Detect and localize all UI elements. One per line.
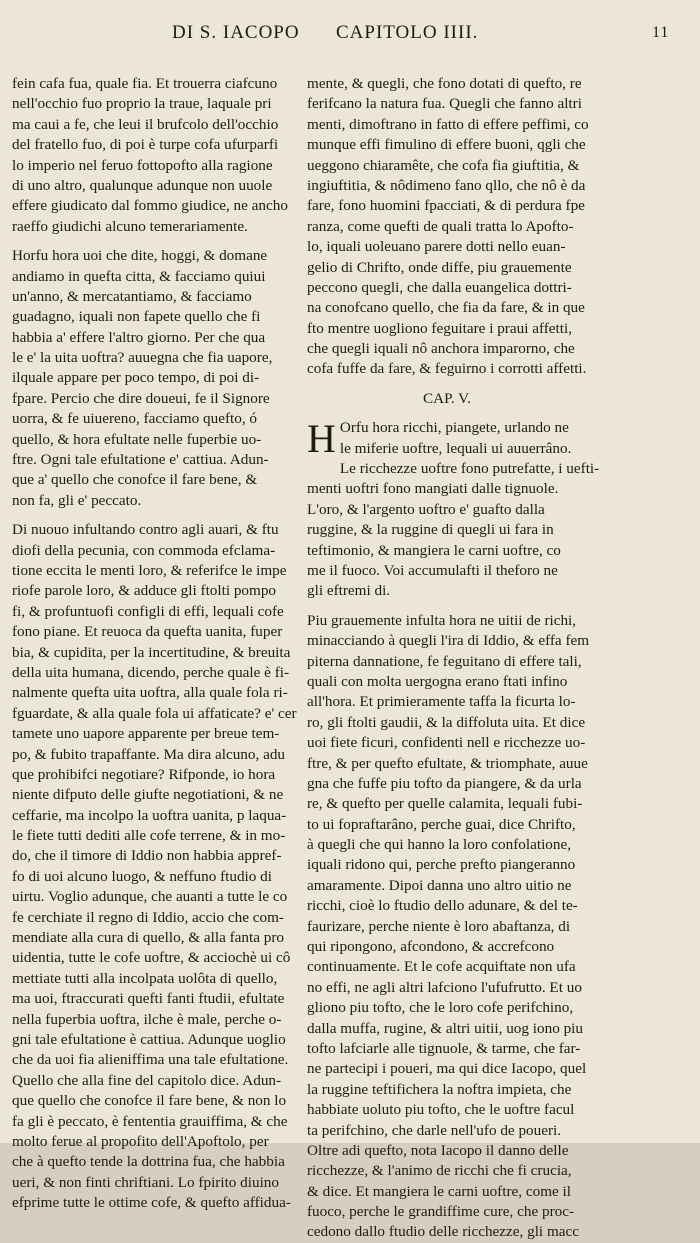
text-line: uorra, & fe uiuereno, facciamo quefto, ó [12,410,258,428]
text-line: mente, & quegli, che fono dotati di quefto, re [307,75,582,92]
text-line: fguardate, & alla quale fola ui affaticate? e' cer [12,704,297,722]
paragraph [307,416,600,602]
text-line: molto ferue al propofito dell'Apoftolo, per [12,1132,269,1150]
text-line: Orfu hora ricchi, piangete, urlando ne [339,419,569,437]
left-column [12,74,298,1213]
text-line: à quegli che qui hanno la loro confolatione, [307,836,572,854]
text-line: qui ripongono, afcondono, & accrefcono [307,938,555,956]
text-line: quali con molta uergogna erano ftati infino [307,672,568,690]
text-line: ferifcano la natura fua. Quegli che fanno altri [307,95,582,113]
text-line: niente difputo delle giufte negotiationi, & ne [12,786,284,804]
text-line: che da uoi fia alieniffima una tale efultatione. [12,1051,289,1069]
text-line: que quello che conofce il fare bene, & non lo [12,1092,287,1110]
text-line: gna che fuffe piu tofto da piangere, & da urla [307,774,582,792]
text-line: peccono quegli, che dalla euangelica dottri- [307,278,572,296]
text-line: fo di uoi alcuno luogo, & neffuno ftudio di [12,867,272,885]
text-line: ftre, & per quefto efultate, & triomphate, auue [307,754,588,772]
text-line: habbia a' effere l'altro giorno. Per che qua [12,328,266,346]
text-line: le e' la uita uoftra? auuegna che fia uapore, [12,349,273,367]
text-line: minacciando à quegli l'ira di Iddio, & effa fem [307,632,590,650]
running-head [0,22,700,46]
text-line: ilquale appare per poco tempo, di poi di- [12,369,260,387]
text-line: ueri, & non finti chriftiani. Lo fpirito diuino [12,1173,279,1191]
text-line: ma caui a fe, che leui il brufcolo dell'occhio [12,115,279,133]
text-line: & dice. Et mangiera le carni uoftre, come il [307,1182,571,1200]
text-line: gni tale efultatione è cattiua. Adunque uoglio [12,1030,286,1048]
text-line: di uno altro, qualunque adunque non uuole [12,176,273,194]
drop-cap: H [307,416,336,462]
text-line: tofto lafciarle alle tignuole, & tarme, che far- [307,1039,581,1057]
text-line: Piu grauemente infulta hora ne uitii de richi, [307,611,577,629]
text-line: fpare. Percio che dire doueui, fe il Signore [12,389,270,407]
text-line: do, che il timore di Iddio non habbia appref- [12,847,282,865]
text-line: to ui fopraftarâno, perche guai, dice Chrifto, [307,815,576,833]
text-line: le fiete tutti dediti alle cofe terrene, & in mo- [12,827,286,845]
text-line: all'hora. Et primieramente taffa la ficurta lo- [307,693,576,711]
text-line: faurizare, perche niente è loro abaftanza, di [307,917,571,935]
paragraph [307,74,587,380]
text-line: piterna dannatione, fe feguitano di effere tali, [307,652,582,670]
text-line: que prohibifci negotiare? Rifponde, io hora [12,765,276,783]
text-line: Oltre adi quefto, nota Iacopo il danno delle [307,1141,569,1159]
text-line: na conofcano quello, che fia da fare, & in que [307,299,585,317]
text-line: fa gli è peccato, è fententia grauiffima, & che [12,1112,288,1130]
text-line: fe cerchiate il regno di Iddio, accio che com- [12,908,284,926]
text-line: cofa fuffe da fare, & feguirno i corrotti affetti. [307,360,587,378]
text-line: ranza, come quefti de quali tratta lo Apofto- [307,217,574,235]
text-line: fare, fono huomini fpacciati, & di perdura fpe [307,197,585,215]
text-line: ta perifchino, che darle nell'ufo de poueri. [307,1121,562,1139]
text-line: tamete uno uapore apparente per breue tem- [12,725,280,743]
text-line: ricchi, cioè lo ftudio dello adunare, & del te- [307,897,578,915]
text-line: nella fuperbia uoftra, ilche è male, perche o- [12,1010,282,1028]
text-line: menti, dimoftrano in fatto di effere peffimi, co [307,115,589,133]
text-line: uirtu. Voglio adunque, che auanti a tutte le co [12,888,288,906]
text-line: no effi, ne agli altri lafciono l'ufufrutto. Et uo [307,978,582,996]
text-line: del fratello fuo, di poi è turpe cofa ufurparfi [12,136,279,154]
text-line: che à quefto tende la dottrina fua, che habbia [12,1153,285,1171]
text-line: Di nuouo infultando contro agli auari, & ftu [12,521,279,539]
paragraph [307,611,590,1243]
text-line: gli eftremi di. [307,582,391,600]
paragraph [12,520,298,1213]
text-line: un'anno, & mercatantiamo, & facciamo [12,287,252,305]
text-line: ricchezze, & l'animo de ricchi che fi crucia, [307,1162,572,1180]
text-line: fto mentre uogliono feguitare i praui affetti, [307,319,572,337]
paragraph [12,74,298,237]
text-line: Quello che alla fine del capitolo dice. Adun- [12,1071,282,1089]
text-line: nalmente quefta uita uoftra, alla quale fola ri- [12,684,288,702]
chapter-heading: CAP. V. [423,389,471,407]
text-line: me il fuoco. Voi accumulafti il theforo ne [307,561,558,579]
text-line: que a' quello che conofce il fare bene, & [12,471,258,489]
text-line: munque effi fimulino di effere buoni, qgli che [307,136,586,154]
text-line: guadagno, iquali non fapete quello che fi [12,308,261,326]
text-line: tione eccita le menti loro, & referifce le impe [12,561,287,579]
text-line: ro, gli ftolti gaudii, & la diffoluta uita. Et dice [307,713,586,731]
folio-number: 11 [652,24,670,41]
text-line: ftre. Ogni tale efultatione e' cattiua. Adun- [12,451,269,469]
text-line: continuamente. Et le cofe acquiftate non ufa [307,958,576,976]
text-line: non fa, gli e' peccato. [12,491,142,509]
text-line: mettiate tutti alla incolpata uolôta di quello, [12,969,278,987]
text-line: ruggine, & la ruggine di quegli ui fara in [307,521,554,539]
text-line: fein cafa fua, quale fia. Et trouerra ciafcuno [12,75,278,92]
text-line: la ruggine teftifichera la noftra impieta, che [307,1080,572,1098]
text-line: fi, & profuntuofi configli di effi, lequali cofe [12,602,284,620]
text-line: po, & fubito trapaffante. Ma dira alcuno, adu [12,745,286,763]
text-line: bia, & cupidita, per la incertitudine, & breuita [12,643,291,661]
text-line: re, & quefto per quelle calamita, lequali fubi- [307,795,583,813]
text-line: menti uoftri fono mangiati dalle tignuole. [307,480,559,498]
text-line: Le ricchezze uoftre fono putrefatte, i uefti- [339,460,600,478]
chapter-heading-block [307,389,587,409]
text-line: gelio di Chrifto, onde diffe, piu grauemente [307,258,572,276]
text-line: effere giudicato dal fommo giudice, ne ancho [12,197,288,215]
text-line: teftimonio, & mangiera le carni uoftre, co [307,541,561,559]
text-line: mendiate alla cura di quello, & alla fanta pro [12,929,284,947]
text-line: fono piane. Et reuoca da quefta uanita, fuper [12,623,283,641]
text-line: ueggono chiaramête, che cofa fia giuftitia, & [307,156,580,174]
text-line: ceffarie, ma incolpo la uoftra uanita, p laqua- [12,806,287,824]
text-line: cedono dallo ftudio delle ricchezze, gli macc [307,1223,579,1241]
text-line: efprime tutte le ottime cofe, & quefto affidua- [12,1194,291,1212]
text-line: ma uoi, ftraccurati quefti fanti ftudii, efultate [12,990,285,1008]
running-head-title: DI S. IACOPO [172,22,300,43]
text-line: uidentia, tutte le cofe uoftre, & acciochè ui cô [12,949,291,967]
text-line: amaramente. Dipoi danna uno altro uitio ne [307,876,572,894]
text-line: andiamo in quefta citta, & facciamo quiui [12,267,266,285]
text-line: riofe parole loro, & adduce gli ftolti pompo [12,582,277,600]
text-line: habbiate uoluto piu tofto, che le uoftre facul [307,1101,575,1119]
text-line: uoi fiete ficuri, confidenti nell e ricchezze uo- [307,734,586,752]
text-line: fuoco, perche le grandiffime cure, che proc- [307,1203,575,1221]
text-line: dalla muffa, rugine, & altri uitii, uog iono piu [307,1019,583,1037]
text-line: lo, iquali uoleuano parere dotti nello euan- [307,238,566,256]
text-line: della uita humana, dicendo, perche quale è fi- [12,663,290,681]
running-head-chapter: CAPITOLO IIII. [336,22,479,43]
text-line: lo imperio nel feruo fottopofto alla ragione [12,156,273,174]
text-line: le miferie uoftre, lequali ui auuerrâno. [339,439,572,457]
text-line: L'oro, & l'argento uoftro e' guafto dalla [307,500,545,518]
text-line: diofi della pecunia, con commoda efclama- [12,541,276,559]
text-line: che quegli iquali nô anchora imparorno, che [307,340,575,358]
paragraph [12,246,298,511]
text-line: raeffo giudichi alcuno temerariamente. [12,217,248,235]
text-line: gliono piu tofto, che le loro cofe perifchino, [307,999,574,1017]
text-line: Horfu hora uoi che dite, hoggi, & domane [12,247,268,265]
text-line: iquali ridono qui, perche prefto piangeranno [307,856,576,874]
right-column [307,74,600,1243]
text-line: nell'occhio fuo proprio la traue, laquale pri [12,95,272,113]
text-line: ne partecipi i poueri, ma qui dice Iacopo, quel [307,1060,587,1078]
text-line: ingiuftitia, & nôdimeno fano qllo, che nô è da [307,176,586,194]
text-line: quello, & hora efultate nelle fuperbie uo- [12,430,262,448]
